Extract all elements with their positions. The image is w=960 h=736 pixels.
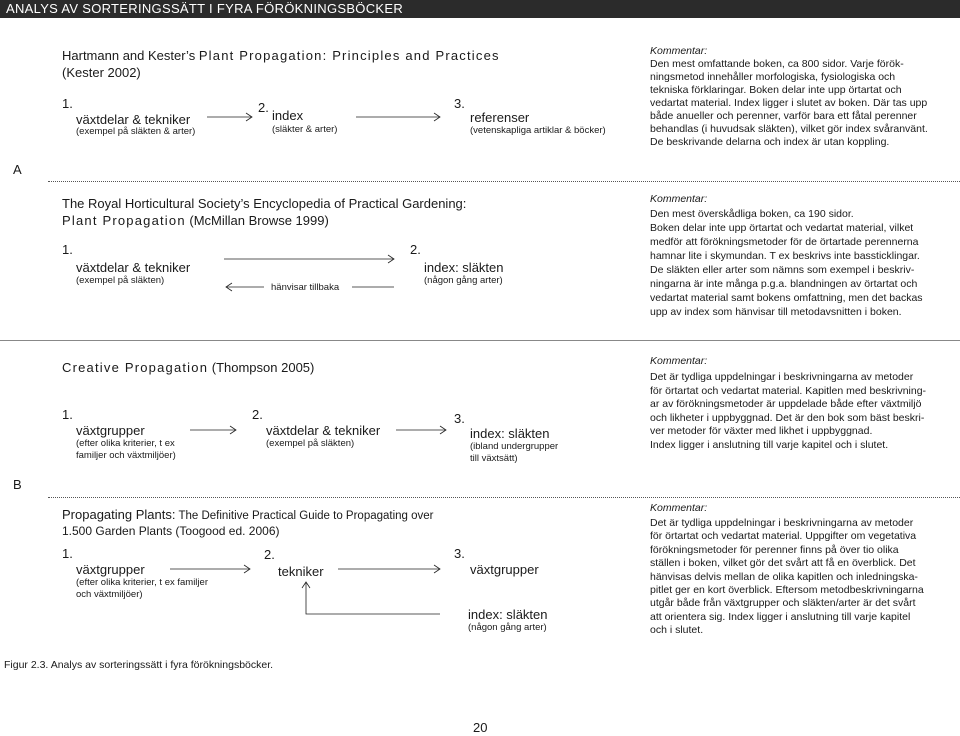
step-sub: (någon gång arter) (424, 275, 503, 286)
step-number: 3. (454, 411, 465, 426)
step-number: 3. (454, 546, 465, 561)
arrow-right-icon (224, 255, 394, 263)
step-label: index: släkten (470, 426, 550, 441)
step-label: växtdelar & tekniker (266, 423, 381, 438)
comment-text: Den mest överskådliga boken, ca 190 sidor. Boken delar inte upp örtartat och vedartat material, vilket medför att förökningsmetoder för de örtartade perennerna hamnar lite i skymundan. T ex beskrivs inte bassticklingar. De släkten eller arter som nämns som exempel i beskriv- ningarna är inte många p.g.a. blandningen av örtartat och vedartat material samt bokens omfattning, men det backas upp av index som hänvisar till metodavsnitten i boken. (650, 208, 923, 318)
step-number: 1. (62, 96, 73, 111)
arrow-right-icon (190, 426, 236, 434)
book-title-line2: 1.500 Garden Plants (Toogood ed. 2006) (62, 524, 280, 538)
step-sub: (ibland undergrupper till växtsätt) (470, 441, 559, 464)
book-title-line2: Plant Propagation (McMillan Browse 1999) (62, 213, 329, 228)
arrow-right-icon (356, 113, 440, 121)
step-label: växtgrupper (470, 562, 539, 577)
page-number: 20 (473, 720, 488, 735)
comment-heading: Kommentar: (650, 355, 708, 367)
figure-caption: Figur 2.3. Analys av sorteringssätt i fyra förökningsböcker. (4, 659, 274, 671)
back-reference-label: hänvisar tillbaka (271, 282, 340, 293)
arrow-up-icon (302, 582, 440, 614)
step-label: växtdelar & tekniker (76, 112, 191, 127)
book-title: Propagating Plants: The Definitive Practical Guide to Propagating over (62, 507, 434, 522)
step-label: referenser (470, 110, 530, 125)
arrow-right-icon (207, 113, 252, 121)
comment-heading: Kommentar: (650, 502, 708, 514)
book-title: The Royal Horticultural Society’s Encyclopedia of Practical Gardening: (62, 196, 467, 211)
separator-a (48, 181, 960, 182)
step-number: 1. (62, 242, 73, 257)
book-author: (Kester 2002) (62, 65, 141, 80)
separator-b (48, 497, 960, 498)
step-sub: (efter olika kriterier, t ex familjer och växtmiljöer) (76, 438, 176, 461)
step-sub: (släkter & arter) (272, 124, 338, 135)
step-label: tekniker (278, 564, 324, 579)
comment-text: Det är tydliga uppdelningar i beskrivningarna av metoder för örtartat och vedartat material. Kapitlen med beskrivning- ar av förökningsmetoder är uppdelade både efter växtmiljö och likheter i uppbyggnad. Det är den bok som bäst beskri- ver metoder för växter med likhet i uppbyggnad. Index ligger i anslutning till varje kapitel och i slutet. (650, 371, 927, 451)
step-label: växtgrupper (76, 423, 145, 438)
comment-heading: Kommentar: (650, 193, 708, 205)
comment-text: Den mest omfattande boken, ca 800 sidor. Varje förök- ningsmetod innehåller morfologiska, fysiologiska och tekniska förklaringar. Boken delar inte upp örtartat och vedartat material. Index ligger i slutet av boken. Där tas upp både anueller och perenner, varför bara ett fåtal perenner behandlas (i huvudsak släkten), vilket gör index svåranvänt. De beskrivande delarna och index är utan koppling. (650, 58, 928, 148)
step-label: index (272, 108, 304, 123)
step-number: 1. (62, 546, 73, 561)
step-label: växtdelar & tekniker (76, 260, 191, 275)
step-number: 3. (454, 96, 465, 111)
step-number: 2. (264, 547, 275, 562)
step-number: 1. (62, 407, 73, 422)
step-label: växtgrupper (76, 562, 145, 577)
section-divider (0, 340, 960, 341)
index-label: index: släkten (468, 607, 548, 622)
step-number: 2. (410, 242, 421, 257)
step-sub: (exempel på släkten) (266, 438, 355, 449)
comment-heading: Kommentar: (650, 45, 708, 57)
step-sub: (vetenskapliga artiklar & böcker) (470, 125, 606, 136)
header-title: ANALYS AV SORTERINGSSÄTT I FYRA FÖRÖKNINGSBÖCKER (6, 1, 404, 16)
book-title: Hartmann and Kester’s Plant Propagation: Principles and Practices (62, 48, 500, 63)
arrow-left-icon (226, 283, 264, 291)
index-sub: (någon gång arter) (468, 622, 547, 633)
section-label-b: B (13, 477, 22, 492)
comment-text: Det är tydliga uppdelningar i beskrivningarna av metoder för örtartat och vedartat material. Uppgifter om vegetativa förökningsmetoder för perenner finns på över tio olika ställen i boken, vilket gör det svårt att få en överblick. Det hänvisas delvis mellan de olika kapitlen och inledningska- pitlet ger en kort överblick. Eftersom metodbeskrivningarna utgår både från växtgrupper och släkten/arter är det svårt att orientera sig. Index ligger i anslutning till varje kapitel och i slutet. (650, 517, 924, 637)
arrow-right-icon (338, 565, 440, 573)
arrow-right-icon (170, 565, 250, 573)
step-label: index: släkten (424, 260, 504, 275)
step-sub: (efter olika kriterier, t ex familjer och växtmiljöer) (76, 577, 208, 600)
step-number: 2. (258, 100, 269, 115)
step-sub: (exempel på släkten & arter) (76, 126, 196, 137)
page-header (0, 0, 960, 18)
step-number: 2. (252, 407, 263, 422)
section-label-a: A (13, 162, 22, 177)
book-title: Creative Propagation (Thompson 2005) (62, 360, 315, 375)
arrow-right-icon (396, 426, 446, 434)
step-sub: (exempel på släkten) (76, 275, 165, 286)
